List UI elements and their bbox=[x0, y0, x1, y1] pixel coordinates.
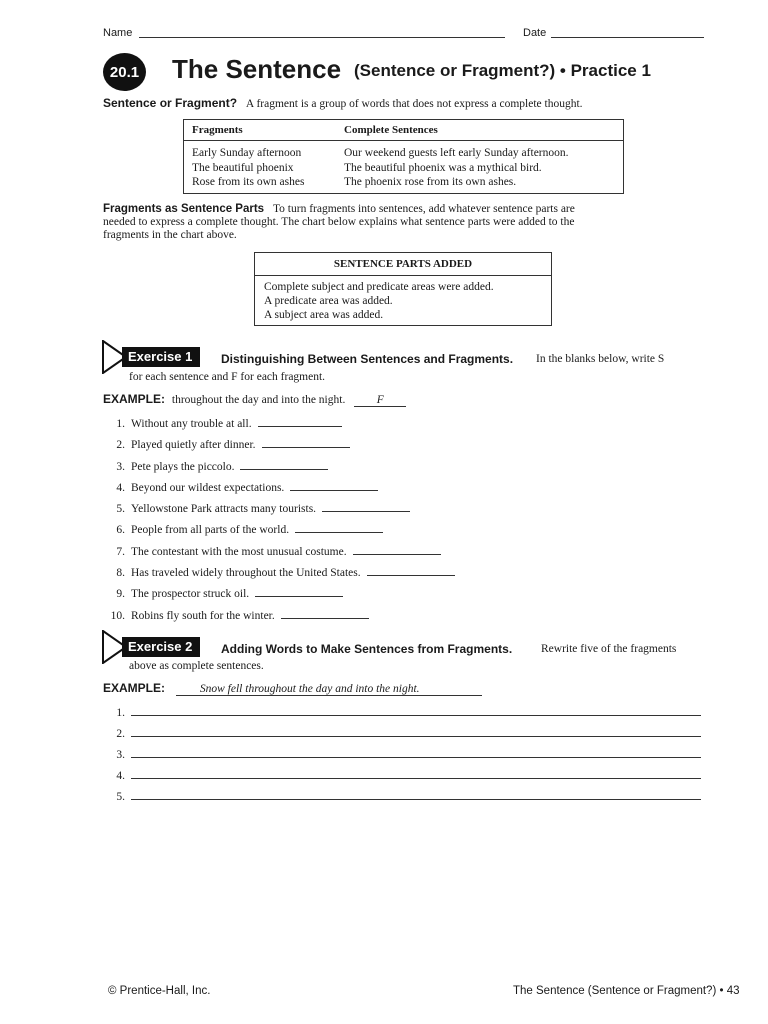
exercise1-example bbox=[103, 392, 406, 407]
exercise2-line bbox=[103, 788, 701, 803]
sentence-cell: The beautiful phoenix was a mythical bird. bbox=[344, 161, 542, 174]
name-field[interactable] bbox=[139, 37, 505, 38]
answer-blank[interactable] bbox=[295, 521, 383, 533]
parts-paragraph bbox=[103, 203, 703, 242]
example-answer: F bbox=[354, 394, 406, 407]
exercise2-instructions-1: Rewrite five of the fragments bbox=[541, 643, 677, 655]
parts-line3: fragments in the chart above. bbox=[103, 229, 237, 241]
answer-line[interactable] bbox=[131, 788, 701, 800]
footer-page-info: The Sentence (Sentence or Fragment?) • 43 bbox=[513, 985, 740, 997]
example-label: EXAMPLE: bbox=[103, 681, 166, 695]
exercise1-item bbox=[103, 521, 383, 536]
item-number: 2. bbox=[116, 439, 125, 451]
item-number: 4. bbox=[116, 482, 125, 494]
answer-line[interactable] bbox=[131, 746, 701, 758]
parts-chart-header: SENTENCE PARTS ADDED bbox=[255, 253, 551, 276]
page-title: The Sentence bbox=[172, 54, 342, 84]
intro-text: A fragment is a group of words that does not express a complete thought. bbox=[245, 98, 583, 110]
fragments-chart bbox=[183, 119, 624, 194]
chart-header-fragments: Fragments bbox=[184, 120, 337, 141]
exercise2-line bbox=[103, 746, 701, 761]
parts-chart-row: Complete subject and predicate areas were added. bbox=[264, 281, 494, 293]
exercise1-item bbox=[103, 415, 342, 430]
answer-blank[interactable] bbox=[322, 500, 410, 512]
answer-line[interactable] bbox=[131, 767, 701, 779]
answer-line[interactable] bbox=[131, 725, 701, 737]
item-text: Beyond our wildest expectations. bbox=[131, 482, 285, 494]
exercise1-item bbox=[103, 543, 441, 558]
line-number: 1. bbox=[116, 707, 125, 719]
item-text: The contestant with the most unusual costume. bbox=[131, 546, 347, 558]
line-number: 5. bbox=[116, 791, 125, 803]
exercise2-line bbox=[103, 767, 701, 782]
item-text: Yellowstone Park attracts many tourists. bbox=[131, 503, 317, 515]
exercise2-line bbox=[103, 725, 701, 740]
answer-blank[interactable] bbox=[262, 436, 350, 448]
fragment-cell: Early Sunday afternoon bbox=[192, 147, 302, 159]
item-number: 6. bbox=[116, 524, 125, 536]
chart-row bbox=[184, 175, 624, 193]
item-number: 1. bbox=[116, 418, 125, 430]
answer-blank[interactable] bbox=[258, 415, 342, 427]
answer-blank[interactable] bbox=[353, 543, 441, 555]
parts-chart-row: A subject area was added. bbox=[264, 309, 384, 321]
fragment-cell: Rose from its own ashes bbox=[192, 176, 305, 189]
item-number: 5. bbox=[116, 503, 125, 515]
line-number: 4. bbox=[116, 770, 125, 782]
example-label: EXAMPLE: bbox=[103, 392, 166, 406]
exercise2-title: Adding Words to Make Sentences from Fragments. bbox=[221, 642, 513, 656]
exercise1-instructions-1: In the blanks below, write S bbox=[536, 353, 665, 365]
exercise1-label: Exercise 1 bbox=[122, 347, 200, 367]
exercise1-instructions-2: for each sentence and F for each fragment. bbox=[129, 371, 326, 383]
exercise2-example bbox=[103, 681, 482, 696]
chart-header-complete: Complete Sentences bbox=[336, 120, 624, 141]
parts-line2: needed to express a complete thought. The chart below explains what sentence parts were added to the bbox=[103, 216, 575, 228]
exercise1-item bbox=[103, 500, 410, 515]
date-label: Date bbox=[523, 27, 547, 39]
exercise1-title: Distinguishing Between Sentences and Fragments. bbox=[221, 352, 514, 366]
exercise1-item bbox=[103, 607, 369, 622]
item-text: Robins fly south for the winter. bbox=[131, 610, 275, 622]
answer-blank[interactable] bbox=[281, 607, 369, 619]
item-number: 10. bbox=[110, 610, 125, 622]
item-text: Played quietly after dinner. bbox=[131, 439, 256, 451]
parts-chart-row: A predicate area was added. bbox=[264, 295, 393, 307]
intro-paragraph bbox=[103, 97, 583, 111]
example-text: throughout the day and into the night. bbox=[171, 394, 346, 406]
chart-row bbox=[184, 161, 624, 176]
item-text: People from all parts of the world. bbox=[131, 524, 290, 536]
answer-blank[interactable] bbox=[367, 564, 455, 576]
exercise1-item bbox=[103, 564, 455, 579]
line-number: 3. bbox=[116, 749, 125, 761]
answer-blank[interactable] bbox=[255, 585, 343, 597]
item-text: The prospector struck oil. bbox=[131, 588, 250, 600]
sentence-parts-chart bbox=[254, 252, 552, 326]
chart-row bbox=[184, 141, 624, 161]
item-number: 7. bbox=[116, 546, 125, 558]
example-sentence: Snow fell throughout the day and into the night. bbox=[176, 683, 482, 696]
parts-heading: Fragments as Sentence Parts bbox=[103, 203, 265, 215]
section-badge: 20.1 bbox=[103, 53, 146, 91]
item-number: 8. bbox=[116, 567, 125, 579]
answer-blank[interactable] bbox=[240, 458, 328, 470]
item-text: Has traveled widely throughout the United States. bbox=[131, 567, 361, 579]
item-number: 9. bbox=[116, 588, 125, 600]
exercise2-label: Exercise 2 bbox=[122, 637, 200, 657]
footer-copyright: © Prentice-Hall, Inc. bbox=[108, 985, 211, 997]
page-subtitle: (Sentence or Fragment?) • Practice 1 bbox=[354, 61, 651, 80]
sentence-cell: Our weekend guests left early Sunday afternoon. bbox=[344, 147, 569, 159]
item-number: 3. bbox=[116, 461, 125, 473]
parts-line1: To turn fragments into sentences, add whatever sentence parts are bbox=[272, 203, 575, 215]
exercise1-item bbox=[103, 458, 328, 473]
fragment-cell: The beautiful phoenix bbox=[192, 161, 294, 174]
exercise2-instructions-2: above as complete sentences. bbox=[129, 660, 264, 672]
answer-line[interactable] bbox=[131, 704, 701, 716]
name-label: Name bbox=[103, 27, 133, 39]
sentence-cell: The phoenix rose from its own ashes. bbox=[344, 176, 517, 189]
exercise1-item bbox=[103, 479, 378, 494]
item-text: Without any trouble at all. bbox=[131, 418, 252, 430]
line-number: 2. bbox=[116, 728, 125, 740]
item-text: Pete plays the piccolo. bbox=[131, 461, 235, 473]
answer-blank[interactable] bbox=[290, 479, 378, 491]
exercise1-item bbox=[103, 436, 350, 451]
exercise1-item bbox=[103, 585, 343, 600]
exercise2-line bbox=[103, 704, 701, 719]
intro-heading: Sentence or Fragment? bbox=[103, 96, 238, 110]
date-field[interactable] bbox=[551, 37, 704, 38]
